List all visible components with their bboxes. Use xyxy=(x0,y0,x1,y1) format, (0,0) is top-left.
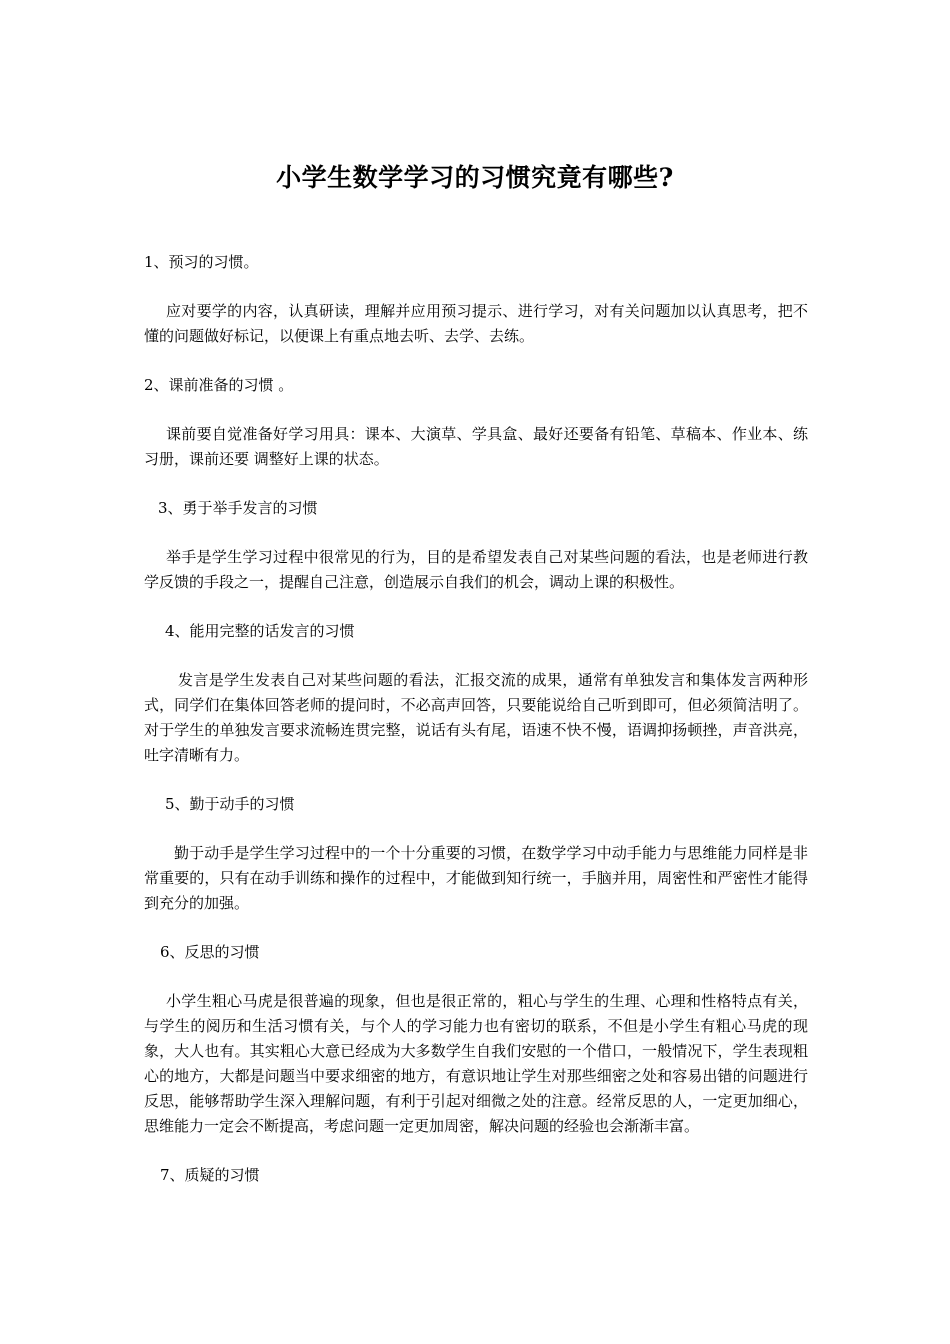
section-paragraph-4: 发言是学生发表自己对某些问题的看法，汇报交流的成果，通常有单独发言和集体发言两种形式，同学们在集体回答老师的提问时，不必高声回答，只要能说给自己听到即可，但必须简洁明了。对于学生的单独发言要求流畅连贯完整，说话有头有尾，语速不快不慢，语调抑扬顿挫，声音洪亮，吐字清晰有力。 xyxy=(144,671,808,764)
section-paragraph-6: 小学生粗心马虎是很普遍的现象，但也是很正常的，粗心与学生的生理、心理和性格特点有关，与学生的阅历和生活习惯有关，与个人的学习能力也有密切的联系，不但是小学生有粗心马虎的现象，大人也有。其实粗心大意已经成为大多数学生自我们安慰的一个借口，一般情况下，学生表现粗心的地方，大都是问题当中要求细密的地方，有意识地让学生对那些细密之处和容易出错的问题进行反思，能够帮助学生深入理解问题，有利于引起对细微之处的注意。经常反思的人，一定更加细心，思维能力一定会不断提高，考虑问题一定更加周密，解决问题的经验也会渐渐丰富。 xyxy=(144,992,808,1135)
section-heading-3: 3、勇于举手发言的习惯 xyxy=(158,499,318,517)
section-heading-7: 7、质疑的习惯 xyxy=(160,1166,260,1184)
section-paragraph-2: 课前要自觉准备好学习用具：课本、大演草、学具盒、最好还要备有铅笔、草稿本、作业本、练习册，课前还要 调整好上课的状态。 xyxy=(144,425,808,468)
section-heading-4: 4、能用完整的话发言的习惯 xyxy=(165,622,355,640)
section-paragraph-5: 勤于动手是学生学习过程中的一个十分重要的习惯，在数学学习中动手能力与思维能力同样是非常重要的，只有在动手训练和操作的过程中，才能做到知行统一，手脑并用，周密性和严密性才能得到充分的加强。 xyxy=(144,844,808,912)
section-paragraph-1: 应对要学的内容，认真研读，理解并应用预习提示、进行学习，对有关问题加以认真思考，把不懂的问题做好标记，以便课上有重点地去听、去学、去练。 xyxy=(144,302,808,345)
section-heading-1: 1、预习的习惯。 xyxy=(144,253,259,271)
section-paragraph-3: 举手是学生学习过程中很常见的行为，目的是希望发表自己对某些问题的看法，也是老师进行教学反馈的手段之一，提醒自己注意，创造展示自我们的机会，调动上课的积极性。 xyxy=(144,548,808,591)
section-heading-6: 6、反思的习惯 xyxy=(160,943,260,961)
section-heading-5: 5、勤于动手的习惯 xyxy=(165,795,295,813)
document-title: 小学生数学学习的习惯究竟有哪些? xyxy=(276,163,674,192)
section-heading-2: 2、课前准备的习惯 。 xyxy=(144,376,294,394)
document-body xyxy=(144,250,808,1212)
